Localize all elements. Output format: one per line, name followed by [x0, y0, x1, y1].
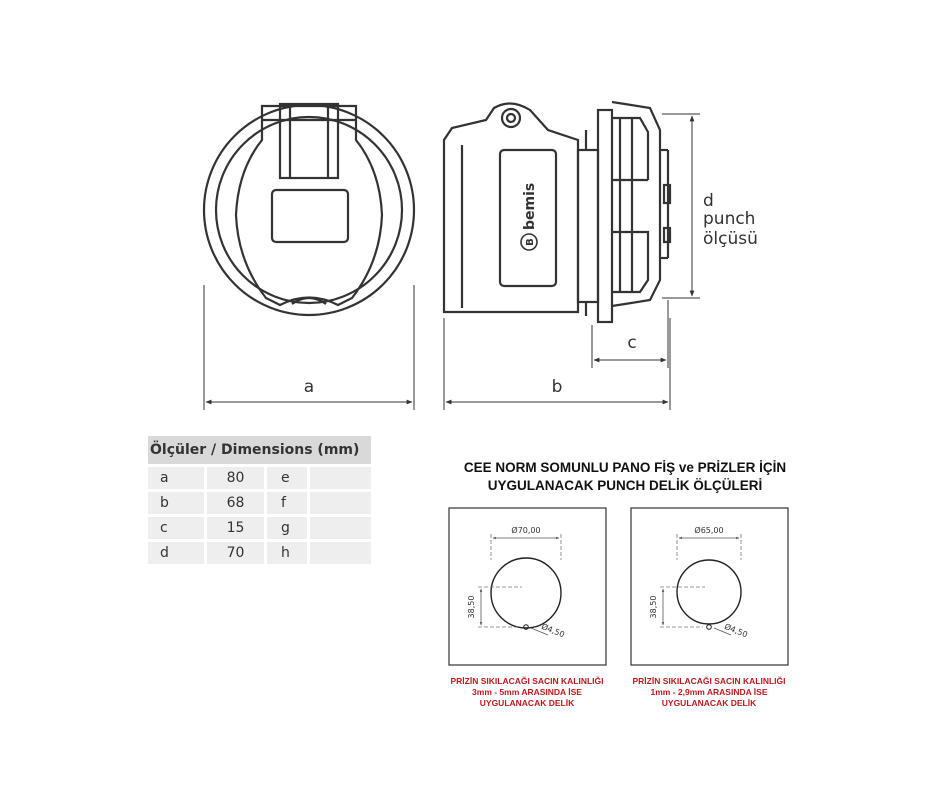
dimensions-table-title: Ölçüler / Dimensions (mm) — [148, 436, 371, 464]
dim-label-b: b — [551, 377, 563, 397]
dimensions-table — [148, 433, 371, 567]
punch-title-line-1: CEE NORM SOMUNLU PANO FİŞ ve PRİZLER İÇİN — [463, 460, 787, 475]
dim-key: a — [148, 467, 207, 489]
note-line: PRİZİN SIKILACAĞI SACIN KALINLIĞI — [450, 676, 604, 686]
front-inner-ring — [216, 117, 402, 303]
note-line: 3mm - 5mm ARASINDA İSE — [472, 687, 582, 697]
dim-key: c — [148, 517, 207, 539]
punch-1-offset: 38,50 — [467, 595, 476, 619]
punch-panel-2 — [631, 508, 788, 665]
punch-1-diameter: Ø70,00 — [511, 526, 541, 535]
dim-value: 80 — [207, 467, 267, 489]
dim-value: 70 — [207, 542, 267, 564]
dim-value — [310, 467, 371, 489]
side-body — [444, 103, 578, 312]
punch-panel-1 — [449, 508, 606, 665]
front-lid — [236, 106, 382, 305]
side-view — [444, 102, 670, 322]
front-hinge — [280, 104, 338, 178]
note-line: UYGULANACAK DELİK — [479, 698, 575, 708]
dim-value — [310, 492, 371, 514]
dim-key: g — [267, 517, 310, 539]
dimensions-table-header — [148, 436, 371, 464]
table-row — [148, 542, 371, 564]
front-view — [204, 104, 414, 315]
punch-hole-70 — [491, 558, 561, 628]
punch-pin-hole — [707, 625, 712, 630]
dim-value — [310, 542, 371, 564]
note-line: 1mm - 2,9mm ARASINDA İSE — [650, 687, 768, 697]
dim-key: b — [148, 492, 207, 514]
dim-label-d: d — [703, 191, 714, 211]
dim-key: f — [267, 492, 310, 514]
dim-label-a: a — [303, 377, 315, 397]
side-flange — [578, 150, 598, 302]
dim-key: e — [267, 467, 310, 489]
brand-label — [521, 183, 538, 250]
dim-value — [310, 517, 371, 539]
front-label-window — [272, 190, 348, 242]
table-row — [148, 517, 371, 539]
punch-note-1 — [427, 676, 627, 709]
note-line: UYGULANACAK DELİK — [661, 698, 757, 708]
punch-hole-65 — [677, 560, 741, 624]
dim-key: d — [148, 542, 207, 564]
punch-2-pin: Ø4,50 — [723, 621, 749, 640]
dim-value: 68 — [207, 492, 267, 514]
note-line: PRİZİN SIKILACAĞI SACIN KALINLIĞI — [632, 676, 786, 686]
dim-label-d-punch: punch — [703, 209, 756, 229]
dim-label-d-size: ölçüsü — [703, 229, 758, 249]
punch-note-2 — [609, 676, 809, 709]
brand-mark: B — [525, 238, 536, 246]
table-row — [148, 467, 371, 489]
punch-1-pin: Ø4,50 — [540, 621, 566, 640]
dim-label-c: c — [627, 333, 637, 353]
brand-name: bemis — [522, 182, 538, 230]
punch-2-offset: 38,50 — [649, 595, 658, 619]
dim-value: 15 — [207, 517, 267, 539]
dim-key: h — [267, 542, 310, 564]
punch-title-line-2: UYGULANACAK PUNCH DELİK ÖLÇÜLERİ — [487, 478, 763, 493]
table-row — [148, 492, 371, 514]
punch-2-diameter: Ø65,00 — [694, 526, 724, 535]
